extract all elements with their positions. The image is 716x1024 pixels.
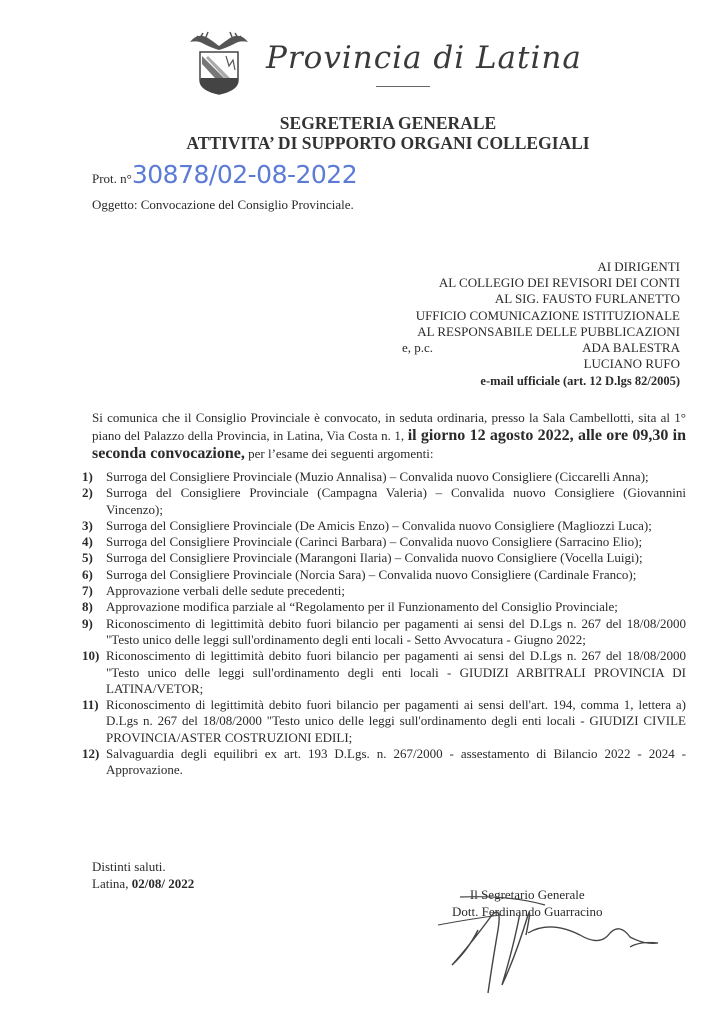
protocol-number: 30878/02-08-2022: [131, 160, 358, 189]
agenda-item: [82, 599, 686, 615]
item-number: 1): [82, 469, 93, 484]
signer-role: Il Segretario Generale: [469, 887, 585, 902]
intro-text-end: per l’esame dei seguenti argomenti:: [248, 446, 434, 461]
item-text: Surroga del Consigliere Provinciale (De Amicis Enzo) – Convalida nuovo Consigliere (Magliozzi Luca);: [106, 517, 652, 533]
item-number: 7): [82, 583, 93, 599]
agenda-item: [82, 648, 686, 697]
item-text: Surroga del Consigliere Provinciale (Carinci Barbara) – Convalida nuovo Consigliere (Sarracino Elio);: [106, 534, 643, 550]
agenda-item: [82, 550, 686, 566]
office-title: ATTIVITA’ DI SUPPORTO ORGANI COLLEGIALI: [186, 133, 590, 153]
closing-block: [92, 858, 194, 892]
item-text: Surroga del Consigliere Provinciale (Campagna Valeria) – Convalida nuovo Consigliere (Giovannini Vincenzo);: [106, 485, 686, 517]
item-text: Surroga del Consigliere Provinciale (Marangoni Ilaria) – Convalida nuovo Consigliere (Vocella Luigi);: [106, 550, 643, 566]
item-number: 6): [82, 566, 93, 582]
item-number: 8): [82, 599, 93, 615]
item-text: Riconoscimento di legittimità debito fuori bilancio per pagamenti ai sensi del D.Lgs n. 267 del 18/08/2000 "Testo unico delle leggi sull'ordinamento degli enti locali - GIUDIZI ARBITRALI PROVINCIA DI LATINA/VETOR;: [106, 648, 686, 696]
item-text: Approvazione verbali delle sedute precedenti;: [106, 583, 345, 599]
recipients-block: [416, 259, 680, 372]
agenda-item: [82, 746, 686, 779]
agenda-item: [82, 697, 686, 746]
greeting: Distinti saluti.: [92, 859, 166, 874]
item-text: Riconoscimento di legittimità debito fuori bilancio per pagamenti ai sensi dell'art. 194, comma 1, lettera a) D.Lgs n. 267 del 18/08/2000 "Testo unico delle leggi sull'ordinamento degli enti locali - GIUDIZI CIVILE PROVINCIA/ASTER COSTRUZIONI EDILI;: [106, 697, 686, 745]
item-text: Surroga del Consigliere Provinciale (Muzio Annalisa) – Convalida nuovo Consigliere (Ciccarelli Anna);: [106, 469, 649, 484]
institution-name: Provincia di Latina: [266, 40, 582, 76]
divider: [376, 86, 430, 87]
protocol-line: [92, 160, 357, 189]
intro-paragraph: [92, 409, 686, 463]
agenda-item: [82, 583, 686, 599]
recipient: AI DIRIGENTI: [597, 259, 680, 274]
item-text: Riconoscimento di legittimità debito fuori bilancio per pagamenti ai sensi del D.Lgs n. 267 del 18/08/2000 "Testo unico delle leggi sull'ordinamento degli enti locali - Setto Avvocatura - Giugno 2022;: [106, 615, 686, 647]
place-date: [92, 875, 194, 892]
agenda-item: [82, 567, 686, 583]
item-number: 2): [82, 485, 93, 501]
item-number: 3): [82, 517, 93, 533]
subject-line: [92, 197, 354, 213]
agenda-item: [82, 485, 686, 518]
agenda-list: [82, 469, 686, 779]
agenda-item: [82, 469, 686, 485]
item-number: 5): [82, 550, 93, 566]
item-number: 9): [82, 615, 93, 631]
subject-text: Convocazione del Consiglio Provinciale.: [140, 197, 354, 212]
item-text: Salvaguardia degli equilibri ex art. 193 D.Lgs. n. 267/2000 - assestamento di Bilancio 2022 - 2024 - Approvazione.: [106, 746, 686, 778]
intro-text: Si comunica che il Consiglio Provinciale è convocato, in seduta ordinaria, presso la Sala Cambellotti, sita al 1° piano del Palazzo della Provincia, in Latina, Via Costa n. 1,: [92, 410, 686, 443]
meeting-date: il giorno 12 agosto 2022, alle ore 09,30 in seconda convocazione,: [92, 427, 687, 462]
department-title: SEGRETERIA GENERALE: [279, 113, 497, 133]
item-text: Surroga del Consigliere Provinciale (Norcia Sara) – Convalida nuovo Consigliere (Cardinale Franco);: [106, 566, 637, 582]
place: Latina,: [92, 876, 129, 891]
signer-name: Dott. Ferdinando Guarracino: [452, 904, 603, 919]
item-number: 12): [82, 746, 100, 762]
recipient: AL COLLEGIO DEI REVISORI DEI CONTI: [438, 275, 680, 291]
date: 02/08/ 2022: [131, 876, 195, 891]
item-number: 10): [82, 648, 100, 664]
cc-label: e, p.c.: [402, 340, 434, 355]
protocol-label: Prot. n°: [92, 171, 132, 186]
recipient: AL SIG. FAUSTO FURLANETTO: [494, 291, 680, 307]
recipient: ADA BALESTRA: [582, 340, 680, 356]
agenda-item: [82, 518, 686, 534]
coat-of-arms-icon: [186, 28, 252, 96]
handwritten-signature-icon: [430, 875, 660, 1000]
item-text: Approvazione modifica parziale al “Regolamento per il Funzionamento del Consiglio Provinciale;: [106, 599, 618, 615]
email-note: e-mail ufficiale (art. 12 D.lgs 82/2005): [480, 374, 680, 388]
recipient: LUCIANO RUFO: [583, 356, 680, 372]
agenda-item: [82, 534, 686, 550]
subject-label: Oggetto:: [92, 197, 138, 212]
recipient: UFFICIO COMUNICAZIONE ISTITUZIONALE: [415, 307, 680, 323]
agenda-item: [82, 616, 686, 649]
recipient: AL RESPONSABILE DELLE PUBBLICAZIONI: [417, 323, 680, 339]
item-number: 4): [82, 534, 93, 550]
item-number: 11): [82, 697, 99, 713]
